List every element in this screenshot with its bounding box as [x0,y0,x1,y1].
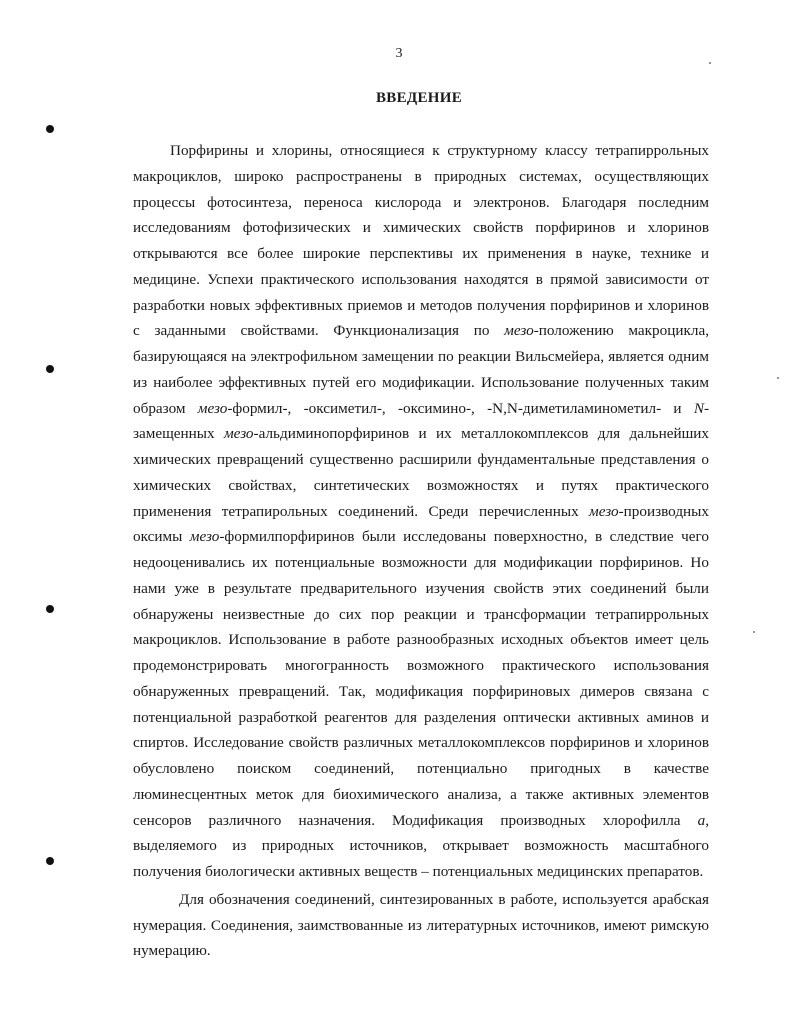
italic-term: мезо [197,399,228,417]
binder-hole-mark [46,365,54,373]
text-segment: -замещенных [133,399,710,443]
text-segment: -формил-, -оксиметил-, -оксимино-, -N,N-диметиламинометил- и [227,399,694,417]
text-segment: -производных оксимы [133,502,709,546]
binder-hole-mark [46,125,54,133]
italic-term: мезо [589,502,619,520]
page-title: ВВЕДЕНИЕ [375,90,463,106]
text-segment: -альдиминопорфиринов и их металлокомплексов для дальнейших химических превращений существенно расширили фундаментальные представления о химических свойствах, синтетических возможностях и путях практического применения тетрапирольных соединений. Среди перечисленных [133,425,709,520]
italic-term: a [697,811,706,829]
binder-hole-mark [46,857,54,865]
binder-hole-mark [46,605,54,613]
document-body [133,138,709,964]
scan-speck [777,377,779,379]
page-number: 3 [395,46,403,61]
text-segment: -формилпорфиринов были исследованы поверхностно, в следствие чего недооценивались их потенциальные возможности для модификации порфиринов. Но нами уже в результате предварительного изучения свойств этих соединений были обнаружены неизвестные до сих пор реакции и трансформации тетрапиррольных макроциклов. Использование в работе разнообразных исходных объектов имеет цель продемонстрировать многогранность возможного практического использования обнаруженных превращений. Так, модификация порфириновых димеров связана с потенциальной разработкой реагентов для разделения оптически активных аминов и спиртов. Исследование свойств различных металлокомплексов порфиринов и хлоринов обусловлено поиском соединений, потенциально пригодных в качестве люминесцентных меток для биохимического анализа, а также активных элементов сенсоров различного назначения. Модификация производных хлорофилла [133,528,709,829]
text-segment: Порфирины и хлорины, относящиеся к структурному классу тетрапиррольных макроциклов, широко распространены в природных системах, осуществляющих процессы фотосинтеза, переноса кислорода и электронов. Благодаря последним исследованиям фотофизических и химических свойств порфиринов и хлоринов открываются все более широкие перспективы их применения в науке, технике и медицине. Успехи практического использования находятся в прямой зависимости от разработки новых эффективных приемов и методов получения порфиринов и хлоринов с заданными свойствами. Функционализация по [133,142,709,340]
text-segment: , выделяемого из природных источников, открывает возможность масштабного получения биологически активных веществ – потенциальных медицинских препаратов. [133,811,709,880]
paragraph-numbering: Для обозначения соединений, синтезированных в работе, используется арабская нумерация. Соединения, заимствованные из литературных источников, имеют римскую нумерацию. [133,890,709,960]
text-segment: -положению макроцикла, базирующаяся на электрофильном замещении по реакции Вильсмейера, является одним из наиболее эффективных путей его модификации. Использование полученных таким образом [133,322,709,417]
italic-term: мезо [223,425,254,443]
italic-term: N [693,399,704,417]
italic-term: мезо [189,528,220,546]
paragraph-intro [133,138,709,885]
italic-term: мезо [504,322,534,340]
scan-speck [709,62,711,64]
scan-speck [753,631,755,633]
